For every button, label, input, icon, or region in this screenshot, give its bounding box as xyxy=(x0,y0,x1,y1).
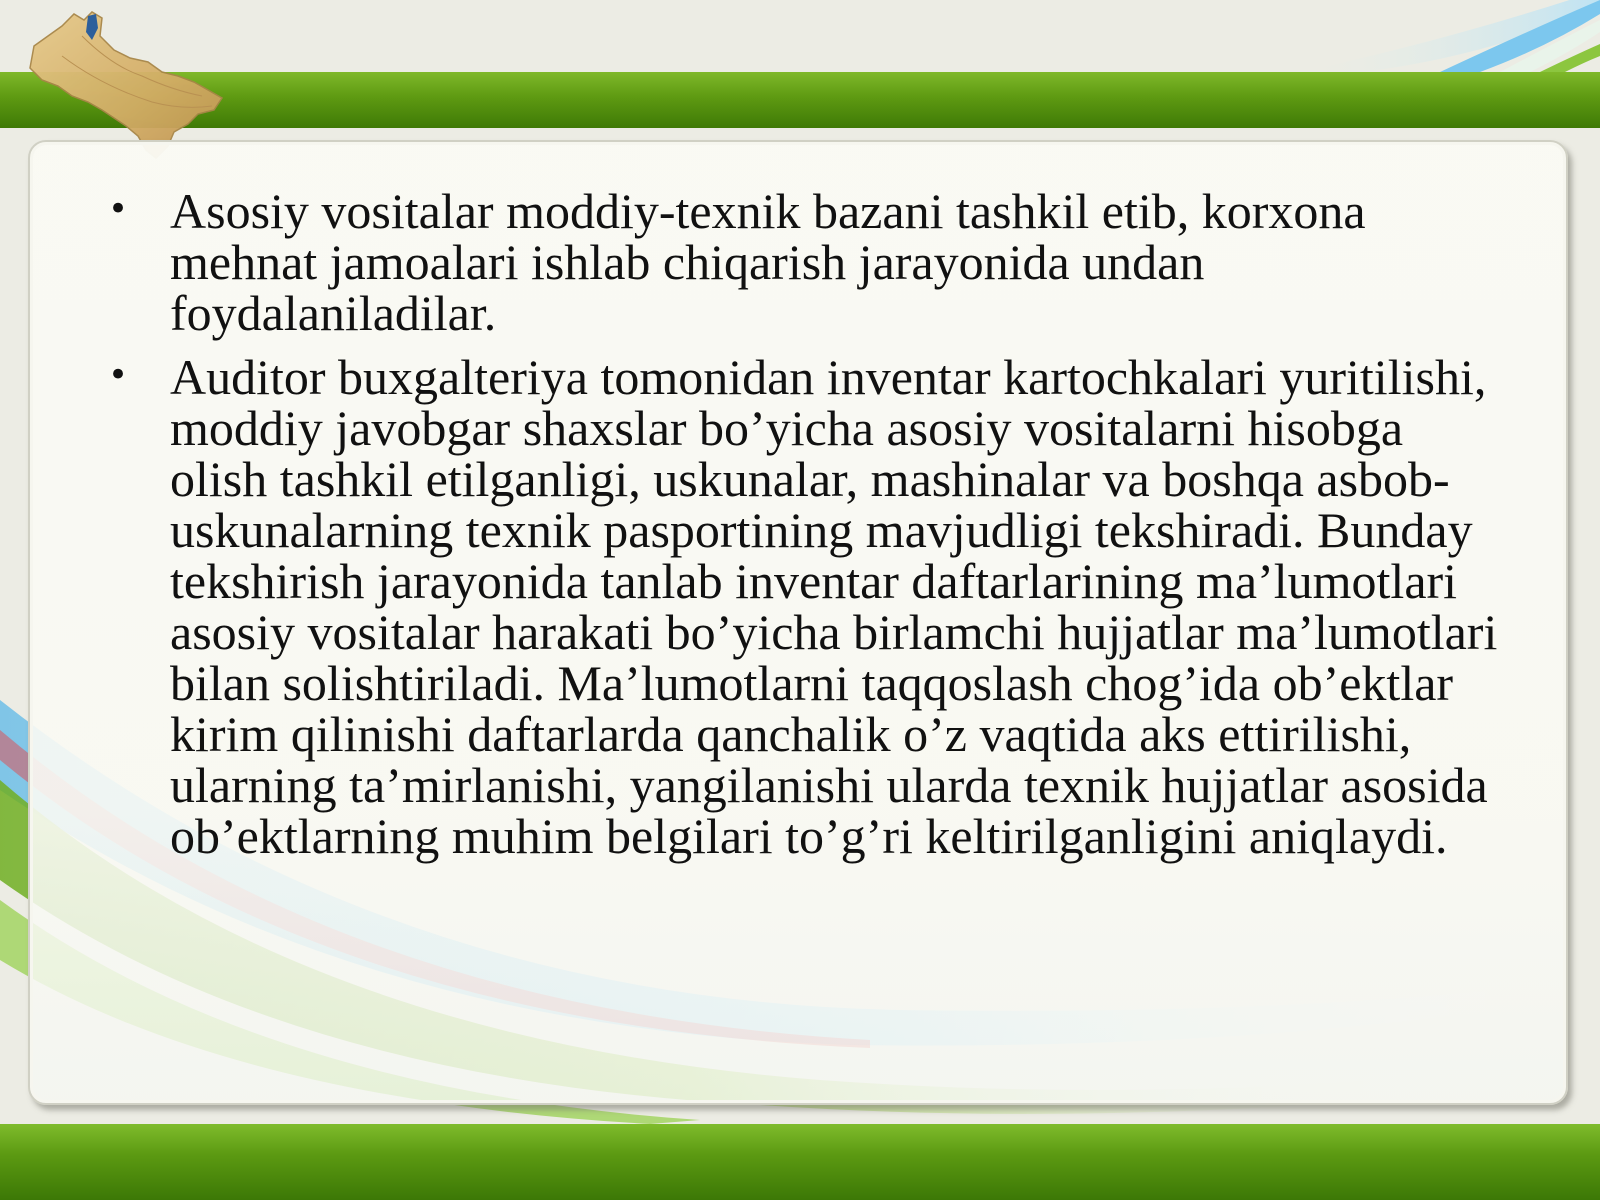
bullet-item: • Asosiy vositalar moddiy-texnik bazani tashkil etib, korxona mehnat jamoalari ishlab chiqarish jarayonida undan foydalaniladilar. xyxy=(108,186,1503,339)
bullet-item: • Auditor buxgalteriya tomonidan inventar kartochkalari yuritilishi, moddiy javobgar shaxslar bo’yicha asosiy vositalarni hisobga olish tashkil etilganligi, uskunalar, mashinalar va boshqa asbob-uskunalarning texnik pasportining mavjudligi tekshiradi. Bunday tekshirish jarayonida tanlab inventar daftarlarining ma’lumotlari asosiy vositalar harakati bo’yicha birlamchi hujjatlar ma’lumotlari bilan solishtiriladi. Ma’lumotlarni taqqoslash chog’ida ob’ektlar kirim qilinishi daftarlarda qanchalik o’z vaqtida aks ettirilishi, ularning ta’mirlanishi, yangilanishi ularda texnik hujjatlar asosida ob’ektlarning muhim belgilari to’g’ri keltirilganligini aniqlaydi. xyxy=(108,352,1503,862)
bullet-list xyxy=(108,183,1503,875)
bottom-green-band xyxy=(0,1124,1600,1200)
